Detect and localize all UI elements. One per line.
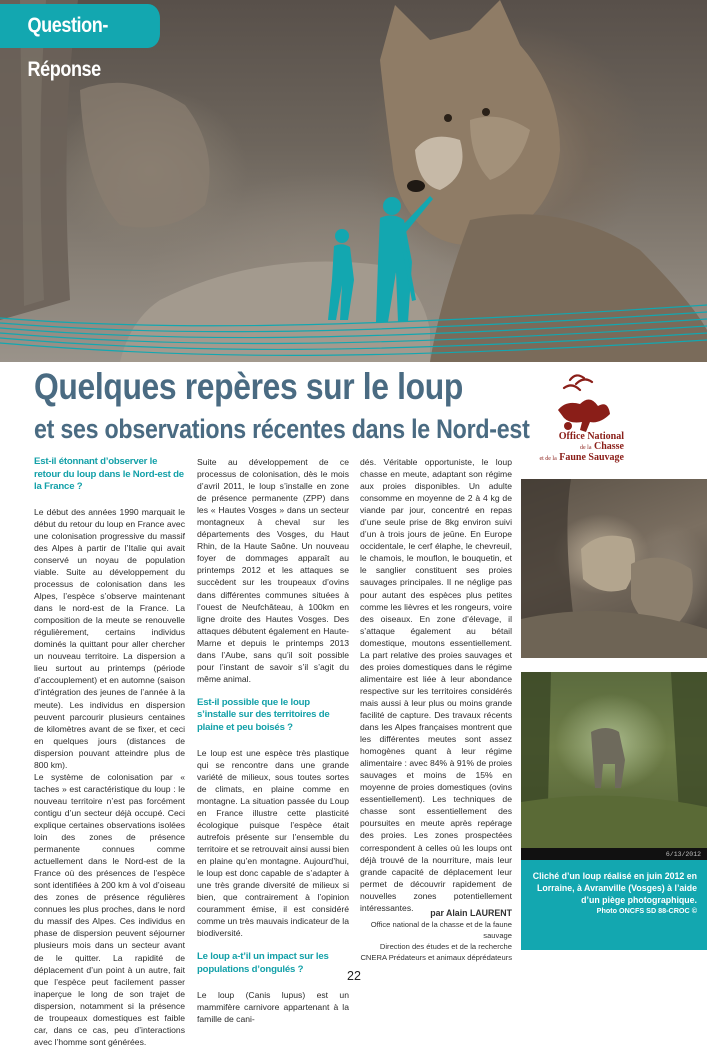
oncfs-logo-text <box>506 432 624 464</box>
article-title: Quelques repères sur le loup <box>34 366 463 407</box>
logo-line-2: Chasse <box>593 441 624 452</box>
column-1-paragraph-2: Le système de colonisation par « taches » est caractéristique du loup : le nouveau territoire n’est pas forcément contigu d’un secteur déjà occupé. Ceci explique certaines observations isolées loin des zones de présence permanente connues comme actuellement dans le Nord-est de la France où des présences de l’espèce sont identifiées à 200 km à vol d’oiseau des zones de présence régulières connues les plus proches, dans le nord du massif des Alpes. Ces individus en phase de dispersion peuvent séjourner plusieurs mois dans un secteur avant de le quitter. La rapidité de déplacement d’un point à un autre, fait que l’espèce peut facilement passer inaperçue le long de son trajet de dispersion, notamment si la présence de troupeaux domestiques est faible car, dans ce cas, peu d’interactions avec l’homme sont générées. <box>34 771 185 1047</box>
column-2-paragraph-1: Suite au développement de ce processus de colonisation, dès le mois d’avril 2011, le loup s’installe en zone de présence permanente (ZPP) dans les « Hautes Vosges » dans un secteur montagneux à cheval sur les départements des Vosges, du Haut Rhin, de la Haute Saône. Un nouveau foyer de dommages apparaît au printemps 2012 et les attaques se succèdent sur les troupeaux d’ovins dans différentes communes situées à l’ouest de Neufchâteau, à 100km en ligne droite des Hautes Vosges. Des attaques débutent également en Haute-Marne et depuis le printemps 2013 dans l’Aube, sans qu’il soit possible pour l’instant de savoir s’il s’agit du même animal. <box>197 457 349 684</box>
photo-caption <box>521 860 707 950</box>
article-subtitle: et ses observations récentes dans le Nord-est <box>34 414 530 444</box>
caption-text: Cliché d’un loup réalisé en juin 2012 en Lorraine, à Avranville (Vosges) à l’aide d’un piège photographique. <box>532 871 697 905</box>
question-2-heading: Est-il possible que le loup s’installe sur des territoires de plaine et peu boisés ? <box>197 696 330 734</box>
camera-trap-photo <box>521 672 707 860</box>
camera-stamp-bar <box>521 848 707 860</box>
section-badge: Question-Réponse <box>0 4 160 48</box>
logo-line-3: Faune Sauvage <box>559 452 624 463</box>
hero-illustration <box>0 0 707 362</box>
author-affiliation-1: Office national de la chasse et de la faune sauvage <box>370 920 512 940</box>
page-number: 22 <box>347 969 361 983</box>
author-block <box>340 908 512 963</box>
author-affiliation-3: CNERA Prédateurs et animaux déprédateurs <box>360 953 512 962</box>
column-2-paragraph-2: Le loup est une espèce très plastique qui se rencontre dans une grande variété de milieux, sous toutes sortes de climats, en plaine comme en montagne. La situation passée du Loup en France illustre cette plasticité écologique puisque l’espèce était autrefois présente sur l’ensemble du territoire et se retrouvait ainsi aussi bien en plaine qu’en montagne. Aujourd’hui, le loup est donc capable de s’adapter à une très grande diversité de milieux si bien, que contrairement à l’opinion couramment émise, il est considéré comme un très mauvais indicateur de la biodiversité. <box>197 747 349 939</box>
photo-credit: Photo ONCFS SD 88-CROC © <box>596 906 697 915</box>
question-1-heading: Est-il étonnant d’observer le retour du loup dans le Nord-est de la France ? <box>34 456 184 493</box>
column-3 <box>360 456 512 914</box>
logo-prefix-1: de la <box>579 445 592 451</box>
column-2-paragraph-3: Le loup (Canis lupus) est un mammifère carnivore appartenant à la famille de cani- <box>197 989 349 1024</box>
camera-trap-illustration <box>521 672 707 848</box>
column-1 <box>34 456 185 1048</box>
column-3-paragraph-1: dés. Véritable opportuniste, le loup chasse en meute, adaptant son régime aux proies disponibles. Un adulte consomme en moyenne de 2 à 4 kg de viande par jour, concentré en repas d’une seule prise de 8kg environ suivi d’un à trois jours de jeûne. En Europe occidentale, le cerf élaphe, le chevreuil, le chamois, le mouflon, le bouquetin, et le sanglier constituent ses proies sauvages principales. Il ne néglige pas pour autant des espèces plus petites comme les lièvres et les rongeurs, voire des oiseaux. En zone d’élevage, il s’attaque également au bétail domestique, moutons essentiellement. La part relative des proies sauvages et des proies domestiques dans le régime alimentaire est liée à leur abondance respective sur les territoires considérés mais aussi à leur plus ou moins grande facilité de capture. Des travaux récents dans les Alpes françaises montrent que les différentes meutes sont assez homogènes quant à leur régime alimentaire : avec 84% à 91% de proies sauvages et moins de 15% en moyenne de proies domestiques (ovins essentiellement). Les techniques de chasse sont essentiellement des poursuites en meute après repérage des proies. Les zones prospectées correspondent à celles où les loups ont déjà trouvé de la nourriture, mais leur grande capacité de déplacement leur permet de découvrir rapidement de nouvelles zones potentiellement intéressantes. <box>360 457 512 913</box>
wolves-photo-illustration <box>521 479 707 658</box>
wolves-photo <box>521 479 707 658</box>
logo-line-1: Office National <box>558 431 624 442</box>
column-1-paragraph-1: Le début des années 1990 marquait le début du retour du loup en France avec une colonisation progressive du massif des Alpes à partir de l’Italie qui avait conservé un noyau de population viable. Suite au développement du processus de colonisation dans les Alpes, l’espèce s’observe maintenant dans le nord-est de la France. La composition de la meute se renouvelle régulièrement, certains individus dominés la quittant pour aller chercher un nouveau territoire. La dispersion a lieu surtout au printemps (période d’accouplement) et en automne (saison d’intégration des jeunes de l’année à la meute). Les individus en dispersion peuvent parcourir plusieurs centaines de kilomètres avant de se fixer, et ceci en quelques jours (distances de dispersion pouvant atteindre plus de 800 km). <box>34 506 185 770</box>
column-2 <box>197 456 349 1025</box>
hero-photo <box>0 0 707 362</box>
author-affiliation-2: Direction des études et de la recherche <box>379 942 512 951</box>
question-3-heading: Le loup a-t’il un impact sur les populations d’ongulés ? <box>197 951 329 976</box>
logo-prefix-2: et de la <box>539 456 557 462</box>
camera-date-stamp: 6/13/2012 <box>665 851 701 858</box>
author-name: par Alain LAURENT <box>430 908 512 918</box>
